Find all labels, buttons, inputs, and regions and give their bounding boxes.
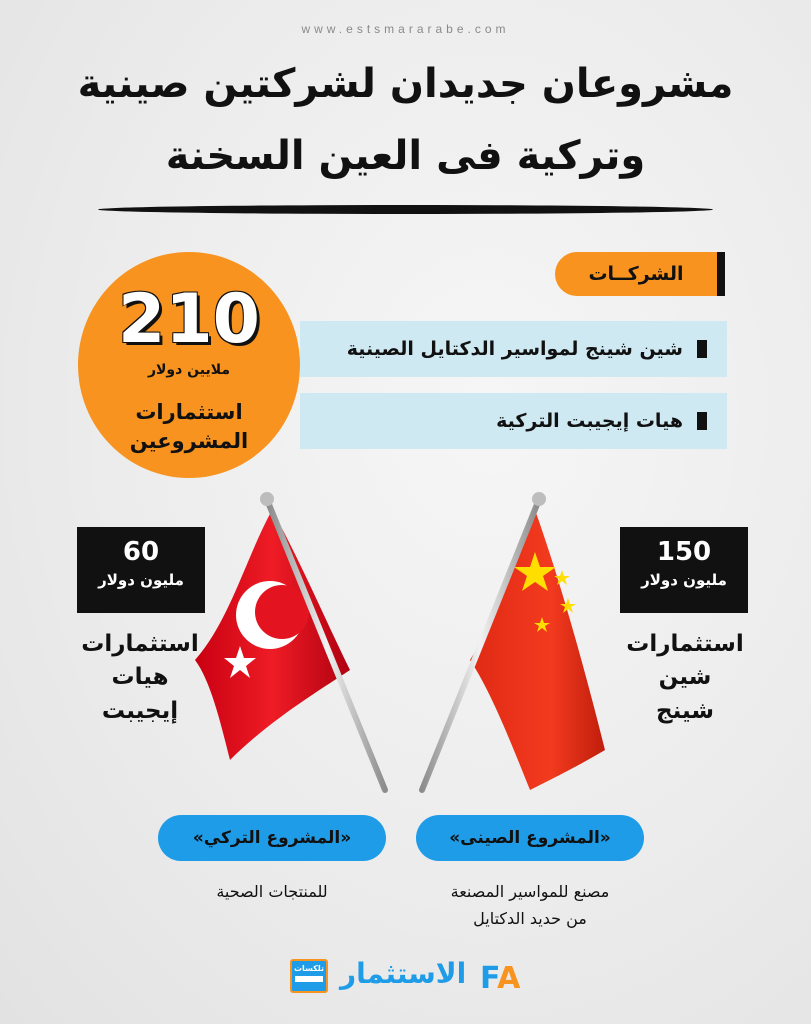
turkish-project-title: «المشروع التركي» bbox=[192, 828, 352, 848]
total-investment-circle bbox=[78, 252, 300, 478]
total-investment-unit: ملايين دولار bbox=[147, 362, 231, 378]
turkish-project-pill bbox=[158, 815, 386, 861]
total-label-line2: المشروعين bbox=[129, 429, 249, 454]
total-investment-label bbox=[78, 398, 300, 457]
chinese-label-line2: شين bbox=[658, 664, 712, 691]
fa-logo bbox=[480, 961, 520, 996]
chinese-project-pill bbox=[416, 815, 644, 861]
pole-finial bbox=[532, 492, 546, 506]
fa-logo-a: A bbox=[497, 961, 521, 996]
turkish-label-line1: استثمارات bbox=[81, 631, 199, 657]
title-divider bbox=[98, 205, 713, 214]
company-row-chinese bbox=[300, 321, 727, 377]
companies-tab-label: الشركــات bbox=[588, 263, 684, 285]
total-label-line1: استثمارات bbox=[135, 400, 243, 424]
turkish-investment-unit: مليون دولار bbox=[98, 571, 184, 589]
telexat-badge bbox=[290, 959, 328, 993]
turkish-investment-label bbox=[60, 628, 220, 728]
company-row-turkish bbox=[300, 393, 727, 449]
badge-text: تلكسات bbox=[293, 964, 325, 973]
companies-tab bbox=[555, 252, 725, 296]
page-title-line2: وتركية فى العين السخنة bbox=[165, 133, 646, 179]
total-investment-value: 210 bbox=[118, 280, 260, 359]
chinese-desc-line1: مصنع للمواسير المصنعة bbox=[450, 882, 610, 901]
page-title-line1: مشروعان جديدان لشركتين صينية bbox=[77, 61, 734, 107]
pole-finial bbox=[260, 492, 274, 506]
chinese-investment-value: 150 bbox=[656, 537, 712, 567]
chinese-label-line1: استثمارات bbox=[626, 631, 744, 657]
bullet-icon bbox=[697, 412, 707, 430]
turkish-investment-box bbox=[77, 527, 205, 613]
chinese-project-title: «المشروع الصينى» bbox=[449, 828, 611, 848]
chinese-desc-line2: من حديد الدكتايل bbox=[473, 909, 587, 929]
turkish-label-line3: إيجيبت bbox=[101, 697, 179, 724]
bullet-icon bbox=[697, 340, 707, 358]
website-url: www.estsmararabe.com bbox=[301, 22, 510, 36]
chinese-investment-box bbox=[620, 527, 748, 613]
chinese-label-line3: شينج bbox=[656, 697, 714, 724]
company-name: هيات إيجيبت التركية bbox=[496, 410, 683, 432]
estsmar-logo: الاستثمار bbox=[340, 957, 467, 990]
chinese-flag bbox=[470, 510, 605, 790]
flags-illustration bbox=[190, 490, 620, 800]
turkish-investment-value: 60 bbox=[122, 537, 160, 567]
footer-logos bbox=[285, 955, 525, 1001]
chinese-investment-label bbox=[605, 628, 765, 728]
chinese-project-desc bbox=[416, 878, 644, 932]
company-name: شين شينج لمواسير الدكتايل الصينية bbox=[346, 338, 683, 360]
fa-logo-f: F bbox=[480, 961, 498, 996]
chinese-investment-unit: مليون دولار bbox=[641, 571, 727, 589]
turkish-label-line2: هيات bbox=[111, 664, 169, 691]
badge-bar bbox=[295, 976, 323, 982]
turkish-project-desc: للمنتجات الصحية bbox=[216, 882, 328, 901]
